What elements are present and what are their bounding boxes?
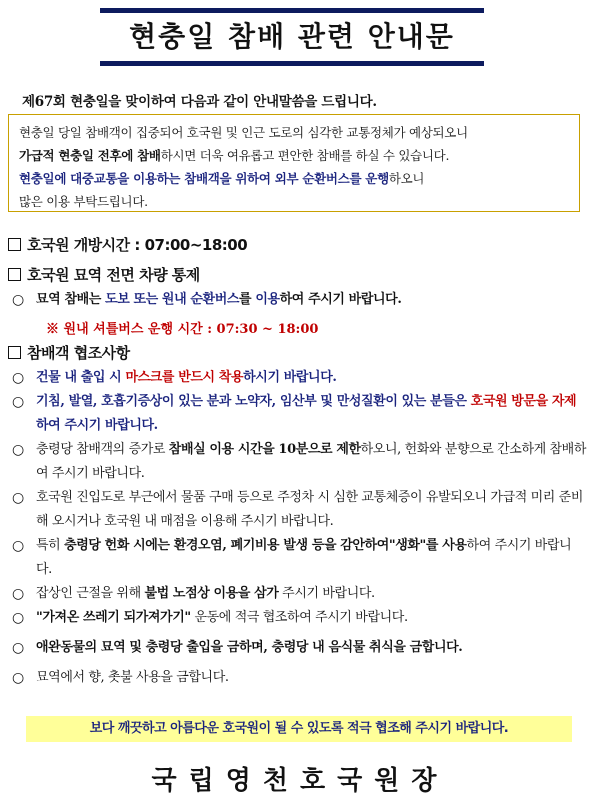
list-item-segment: 충령당 참배객의 증가로 <box>36 442 169 457</box>
section-traffic <box>8 264 200 285</box>
section-traffic-label: 호국원 묘역 전면 차량 통제 <box>27 266 200 284</box>
notice-emphasis: 현충일에 대중교통을 이용하는 참배객을 위하여 외부 순환버스를 운행 <box>19 171 389 186</box>
list-item <box>12 366 587 390</box>
traffic-text: 하여 주시기 바랍니다. <box>279 292 402 307</box>
list-item-text <box>12 582 587 606</box>
list-item-segment: 하여 주시기 바랍니다. <box>36 538 572 577</box>
list-item-text <box>12 390 587 438</box>
notice-line: 현충일 당일 참배객이 집중되어 호국원 및 인근 도로의 심각한 교통정체가 예상되오니 <box>19 125 468 140</box>
traffic-item-text <box>12 288 587 312</box>
circle-bullet-icon: ○ <box>12 586 24 602</box>
list-item-text <box>12 666 587 690</box>
list-item <box>12 666 587 690</box>
circle-bullet-icon: ○ <box>12 538 24 554</box>
intro-text: 제67회 현충일을 맞이하여 다음과 같이 안내말씀을 드립니다. <box>22 94 377 110</box>
section-cooperation-label: 참배객 협조사항 <box>27 344 130 362</box>
list-item <box>12 534 587 582</box>
circle-bullet-icon: ○ <box>12 670 24 686</box>
list-item <box>12 438 587 486</box>
list-item-segment: 기침, 발열, 호흡기증상이 있는 분과 노약자, 임산부 및 만성질환이 있는 분들은 <box>36 394 471 409</box>
checkbox-square-icon <box>8 268 21 281</box>
list-item-text <box>12 438 587 486</box>
list-item-segment: 주시기 바랍니다. <box>278 586 375 601</box>
list-item <box>12 636 587 660</box>
notice-text: 하시면 더욱 여유롭고 편안한 참배를 하실 수 있습니다. <box>160 148 450 163</box>
notice-line <box>19 167 569 190</box>
traffic-emphasis: 이용 <box>255 292 280 307</box>
notice-box <box>8 114 580 212</box>
list-item-segment: 특히 <box>36 538 65 553</box>
traffic-emphasis: 도보 또는 원내 순환버스 <box>105 292 240 307</box>
list-item-text <box>12 606 587 630</box>
section-hours-label: 호국원 개방시간 : 07:00~18:00 <box>27 236 248 254</box>
checkbox-square-icon <box>8 238 21 251</box>
list-item-segment: 호국원 진입도로 부근에서 물품 구매 등으로 주정차 시 심한 교통체증이 유발되오니 가급적 미리 준비해 오시거나 호국원 내 매점을 이용해 주시기 바랍니다. <box>36 490 583 529</box>
list-item-segment: 호국원 방문을 자제 <box>470 394 577 409</box>
list-item-segment: 묘역에서 향, 촛불 사용을 금합니다. <box>36 670 229 685</box>
notice-line: 많은 이용 부탁드립니다. <box>19 194 148 209</box>
circle-bullet-icon: ○ <box>12 292 24 308</box>
list-item-segment: 하시기 바랍니다. <box>243 370 337 385</box>
list-item <box>12 582 587 606</box>
section-cooperation <box>8 342 130 363</box>
list-item-segment: 잡상인 근절을 위해 <box>36 586 145 601</box>
circle-bullet-icon: ○ <box>12 370 24 386</box>
checkbox-square-icon <box>8 346 21 359</box>
shuttle-note: ※ 원내 셔틀버스 운행 시간 : 07:30 ~ 18:00 <box>46 322 319 337</box>
signature: 국립영천호국원장 <box>151 766 449 796</box>
list-item-segment: 애완동물의 묘역 및 충령당 출입을 금하며, 충령당 내 음식물 취식을 금합니다. <box>36 640 463 655</box>
list-item <box>12 606 587 630</box>
list-item-segment: 하여 주시기 바랍니다. <box>36 418 158 433</box>
list-item-segment: 불법 노점상 이용을 삼가 <box>144 586 279 601</box>
list-item-segment: 하오니, 헌화와 분향으로 간소하게 참배하여 주시기 바랍니다. <box>36 442 586 481</box>
circle-bullet-icon: ○ <box>12 610 24 626</box>
traffic-text: 를 <box>239 292 256 307</box>
list-item-segment: 충령당 헌화 시에는 환경오염, 폐기비용 발생 등을 감안하여"생화"를 사용 <box>64 538 467 553</box>
notice-line <box>19 144 569 167</box>
list-item <box>12 486 587 534</box>
list-item-text <box>12 534 587 582</box>
list-item-text <box>12 636 587 660</box>
list-item-text <box>12 366 587 390</box>
traffic-text: 묘역 참배는 <box>36 292 106 307</box>
section-hours <box>8 234 247 255</box>
list-item <box>12 390 587 438</box>
page-title: 현충일 참배 관련 안내문 <box>129 20 455 53</box>
list-item-text <box>12 486 587 534</box>
list-item-segment: "가져온 쓰레기 되가져가기" <box>36 610 191 625</box>
traffic-item <box>12 288 587 312</box>
circle-bullet-icon: ○ <box>12 394 24 410</box>
circle-bullet-icon: ○ <box>12 490 24 506</box>
list-item-segment: 건물 내 출입 시 <box>36 370 126 385</box>
closing-message: 보다 깨끗하고 아름다운 호국원이 될 수 있도록 적극 협조해 주시기 바랍니다. <box>26 716 572 742</box>
title-block <box>100 8 484 66</box>
list-item-segment: 참배실 이용 시간을 10분으로 제한 <box>168 442 361 457</box>
circle-bullet-icon: ○ <box>12 640 24 656</box>
title-bottom-bar <box>100 61 484 66</box>
list-item-segment: 마스크를 반드시 착용 <box>125 370 244 385</box>
notice-text: 하오니 <box>388 171 425 186</box>
circle-bullet-icon: ○ <box>12 442 24 458</box>
list-item-segment: 운동에 적극 협조하여 주시기 바랍니다. <box>190 610 408 625</box>
notice-emphasis: 가급적 현충일 전후에 참배 <box>19 148 161 163</box>
